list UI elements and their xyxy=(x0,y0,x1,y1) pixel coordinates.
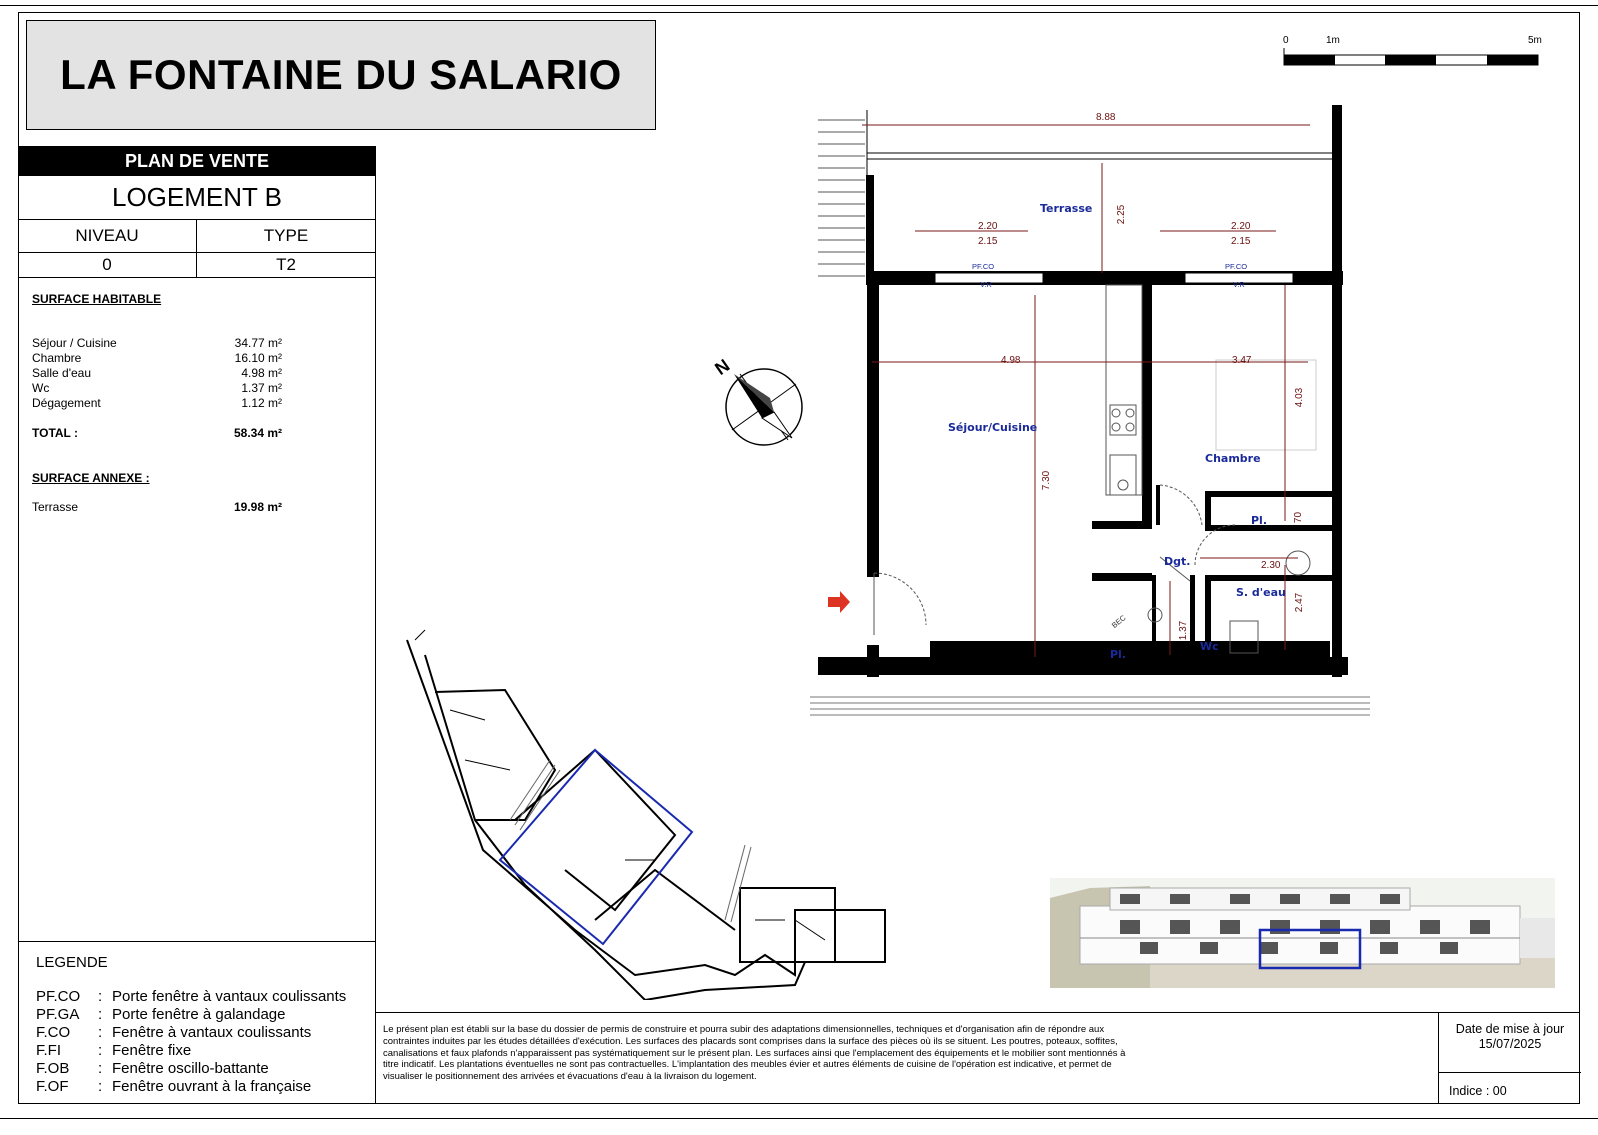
room-chambre: Chambre xyxy=(1205,452,1261,465)
info-panel xyxy=(18,146,376,1104)
outer-border-top xyxy=(0,5,1598,6)
surface-row xyxy=(32,396,282,411)
room-wc: Wc xyxy=(1200,640,1219,653)
annexe-value: 19.98 m² xyxy=(233,500,282,514)
dim-sejour-depth: 7.30 xyxy=(1041,470,1053,491)
niveau-label: NIVEAU xyxy=(75,226,139,245)
surface-total-row xyxy=(32,426,282,441)
surface-label: Séjour / Cuisine xyxy=(32,336,117,350)
dim-win2-a: 2.20 xyxy=(1231,221,1251,232)
scale-tick-0: 0 xyxy=(1283,35,1289,46)
legend-code: PF.GA xyxy=(36,1006,80,1023)
annexe-label: Terrasse xyxy=(32,500,79,514)
room-salle-deau: S. d'eau xyxy=(1236,586,1286,599)
surface-value: 4.98 m² xyxy=(241,366,282,380)
dim-sde-depth: 2.47 xyxy=(1294,592,1306,613)
surface-row xyxy=(32,381,282,396)
outer-border-bottom xyxy=(0,1118,1598,1119)
surface-value: 34.77 m² xyxy=(234,336,282,350)
legend-item: F.OB : Fenêtre oscillo-battante xyxy=(36,1060,269,1077)
project-title: LA FONTAINE DU SALARIO xyxy=(60,51,622,98)
window-vr-1: V.R xyxy=(980,280,992,289)
scale-tick-5m: 5m xyxy=(1528,35,1542,46)
divider xyxy=(18,277,376,278)
dim-chambre-width: 3.47 xyxy=(1232,355,1252,366)
window-vr-2: V.R xyxy=(1233,280,1245,289)
dim-sde-width: 2.30 xyxy=(1261,560,1281,571)
surface-label: Salle d'eau xyxy=(32,366,92,380)
legend-divider xyxy=(18,941,376,942)
logement-title: LOGEMENT B xyxy=(18,176,376,220)
window-type-1: PF.CO xyxy=(972,262,995,271)
legend-code: F.CO xyxy=(36,1024,71,1041)
surface-value: 1.12 m² xyxy=(241,396,282,410)
date-box xyxy=(1438,1012,1580,1104)
type-value: T2 xyxy=(276,255,296,274)
surface-row xyxy=(32,351,282,366)
dim-chambre-depth: 4.03 xyxy=(1294,387,1306,408)
room-sejour: Séjour/Cuisine xyxy=(948,421,1038,434)
indice: Indice : 00 xyxy=(1449,1084,1507,1098)
divider xyxy=(196,220,197,277)
legend-code: F.FI xyxy=(36,1042,61,1059)
dim-terrasse-depth: 2.25 xyxy=(1116,204,1128,225)
surface-value: 1.37 m² xyxy=(241,381,282,395)
niveau-value: 0 xyxy=(102,255,112,274)
surface-label: Dégagement xyxy=(32,396,101,410)
legend-item: PF.CO : Porte fenêtre à vantaux coulissants xyxy=(36,988,347,1005)
scale-tick-1m: 1m xyxy=(1326,35,1340,46)
dim-placard-depth: 70 xyxy=(1293,511,1305,524)
dim-win2-b: 2.15 xyxy=(1231,236,1251,247)
disclaimer-note: Le présent plan est établi sur la base du dossier de permis de construire et pourra subir des adaptations dimensionnelles, techniques et d'organisation afin de répondre aux contraintes induites par les études détaillées d'exécution. Les surfaces des placards sont comprises dans la surface des pièces où ils se situent. Les poutres, poteaux, soffites, canalisations et faux plafonds n'apparaissent pas systématiquement sur le présent plan. Les surfaces ainsi que l'emplacement des équipements et le mobilier sont mentionnés à titre indicatif. Les plantations éventuelles ne sont pas contractuelles. L'implantation des meubles évier et autres éléments de cuisine de l'opération est indicative, et permet de visualiser le positionnement des arrivées et évacuations d'eau à la livraison du logement. xyxy=(383,1024,1126,1083)
legend-item: F.FI : Fenêtre fixe xyxy=(36,1042,192,1059)
legend-text: Fenêtre ouvrant à la française xyxy=(112,1078,312,1095)
dim-win1-b: 2.15 xyxy=(978,236,998,247)
date-label-block xyxy=(1439,1022,1581,1052)
room-placard-entree: Pl. xyxy=(1110,648,1127,661)
legend-code: F.OB xyxy=(36,1060,70,1077)
room-placard-chambre: Pl. xyxy=(1251,514,1268,527)
title-box xyxy=(26,20,656,130)
legend-code: F.OF xyxy=(36,1078,69,1095)
legend-item: PF.GA : Porte fenêtre à galandage xyxy=(36,1006,286,1023)
legend-text: Porte fenêtre à galandage xyxy=(112,1006,286,1023)
date-value: 15/07/2025 xyxy=(1478,1037,1542,1051)
footer-divider xyxy=(376,1012,1580,1013)
dim-sejour-width: 4.98 xyxy=(1001,355,1021,366)
scale-bar xyxy=(1283,48,1540,66)
room-terrasse: Terrasse xyxy=(1040,202,1093,215)
legend-text: Porte fenêtre à vantaux coulissants xyxy=(112,988,347,1005)
site-key-plan xyxy=(395,620,915,1000)
total-value: 58.34 m² xyxy=(233,426,282,440)
legend-item: F.OF : Fenêtre ouvrant à la française xyxy=(36,1078,312,1095)
plan-de-vente-header: PLAN DE VENTE xyxy=(18,146,376,176)
bec-label: BEC xyxy=(1109,613,1128,630)
surface-label: Chambre xyxy=(32,351,82,365)
surface-label: Wc xyxy=(32,381,50,395)
divider xyxy=(1439,1072,1581,1073)
surface-row xyxy=(32,366,282,381)
legend-text: Fenêtre fixe xyxy=(112,1042,192,1059)
date-label: Date de mise à jour xyxy=(1455,1022,1565,1036)
compass-n-label: N xyxy=(711,355,734,380)
surface-annexe-title: SURFACE ANNEXE : xyxy=(32,471,150,485)
legend-item: F.CO : Fenêtre à vantaux coulissants xyxy=(36,1024,312,1041)
legend-code: PF.CO xyxy=(36,988,81,1005)
legend-text: Fenêtre à vantaux coulissants xyxy=(112,1024,312,1041)
surface-habitable-title: SURFACE HABITABLE xyxy=(32,292,162,306)
dim-win1-a: 2.20 xyxy=(978,221,998,232)
facade-elevation-image xyxy=(1050,878,1555,988)
total-label: TOTAL : xyxy=(32,426,78,440)
legend-title: LEGENDE xyxy=(36,954,108,971)
dim-total-width: 8.88 xyxy=(1096,112,1116,123)
surface-row xyxy=(32,336,282,351)
surface-value: 16.10 m² xyxy=(234,351,282,365)
type-label: TYPE xyxy=(263,226,309,245)
annexe-row xyxy=(32,500,282,515)
legend-text: Fenêtre oscillo-battante xyxy=(112,1060,269,1077)
window-type-2: PF.CO xyxy=(1225,262,1248,271)
dim-wc-depth: 1.37 xyxy=(1178,620,1190,641)
room-degagement: Dgt. xyxy=(1164,555,1191,568)
